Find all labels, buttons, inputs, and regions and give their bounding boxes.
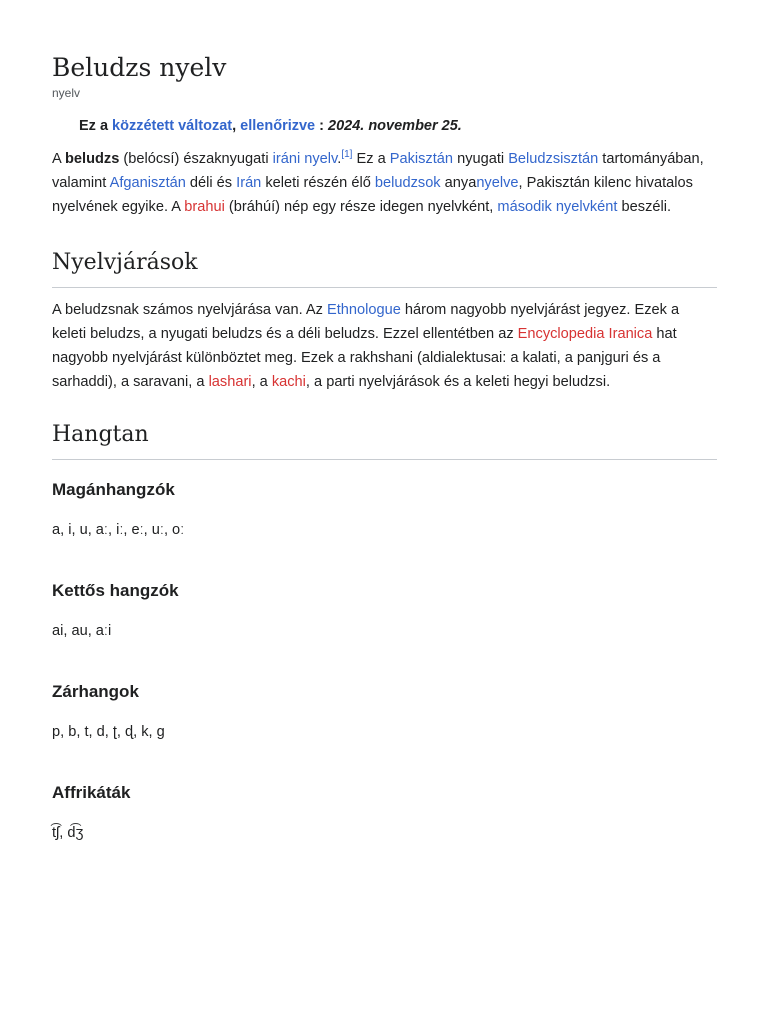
lashari-link[interactable]: lashari: [208, 374, 252, 390]
text: (bráhúí) nép egy része idegen nyelvként,: [224, 199, 498, 215]
text: , a parti nyelvjárások és a keleti hegyi beludzsi.: [305, 374, 611, 390]
text: három nagyobb nyelvjárást jegyez. Ezek a keleti beludzs, a nyugati beludzs és a déli beludzs. Ezzel ellentétben az: [52, 302, 680, 342]
text: anya: [440, 175, 477, 191]
published-version-link[interactable]: közzétett változat: [112, 118, 233, 134]
reference-link[interactable]: [1]: [341, 149, 353, 161]
text: A beludzsnak számos nyelvjárása van. Az: [52, 302, 327, 318]
text: keleti részén élő: [261, 175, 375, 191]
section-heading-phonology: Hangtan: [52, 421, 717, 460]
text: déli és: [185, 175, 237, 191]
text: (belócsí) északnyugati: [119, 151, 273, 167]
plosives-list: p, b, t, d, ʈ, ɖ, k, g: [52, 724, 165, 740]
page-title: Beludzs nyelv: [52, 53, 227, 82]
baloch-people-link[interactable]: beludzsok: [374, 175, 441, 191]
affricates-list: t͡ʃ, d͡ʒ: [52, 825, 84, 841]
text: nyugati: [453, 151, 509, 167]
kachi-link[interactable]: kachi: [271, 374, 306, 390]
ethnologue-link[interactable]: Ethnologue: [327, 302, 401, 318]
diphthongs-list: ai, au, aːi: [52, 623, 112, 639]
subheading-affricates: Affrikáták: [52, 783, 131, 802]
revision-notice: [79, 116, 716, 136]
encyclopedia-iranica-link[interactable]: Encyclopedia Iranica: [517, 326, 653, 342]
dialects-paragraph: [52, 298, 716, 394]
text: A: [52, 151, 65, 167]
iranian-language-link[interactable]: iráni nyelv: [272, 151, 338, 167]
vowels-list: a, i, u, aː, iː, eː, uː, oː: [52, 522, 185, 538]
reviewed-link[interactable]: ellenőrizve: [240, 118, 316, 134]
text: tartományában, valamint: [52, 151, 704, 191]
notice-date: 2024. november 25.: [328, 118, 462, 134]
balochistan-link[interactable]: Beludzsisztán: [508, 151, 599, 167]
brahui-link[interactable]: brahui: [184, 199, 225, 215]
subheading-diphthongs: Kettős hangzók: [52, 581, 179, 600]
intro-paragraph: [52, 147, 716, 219]
iran-link[interactable]: Irán: [236, 175, 262, 191]
text: hat nagyobb nyelvjárást különböztet meg. Ezek a rakhshani (aldialektusai: a kalati, a panjguri és a sarhaddi), a saravani, a: [52, 326, 677, 390]
page-subtitle: nyelv: [52, 86, 81, 100]
subheading-plosives: Zárhangok: [52, 682, 139, 701]
bold-term: beludzs: [64, 151, 120, 167]
text: , a: [251, 374, 272, 390]
text: .: [337, 151, 342, 167]
second-language-link[interactable]: második nyelvként: [497, 199, 618, 215]
subheading-vowels: Magánhangzók: [52, 480, 175, 499]
notice-prefix: Ez a: [79, 118, 113, 134]
text: beszéli.: [617, 199, 672, 215]
notice-comma: ,: [232, 118, 241, 134]
text: , Pakisztán kilenc hivatalos nyelvének egyike. A: [52, 175, 693, 215]
native-language-link[interactable]: nyelve: [476, 175, 519, 191]
section-heading-dialects: Nyelvjárások: [52, 249, 717, 288]
pakistan-link[interactable]: Pakisztán: [389, 151, 454, 167]
text: Ez a: [352, 151, 390, 167]
afghanistan-link[interactable]: Afganisztán: [109, 175, 186, 191]
notice-separator: :: [315, 118, 329, 134]
